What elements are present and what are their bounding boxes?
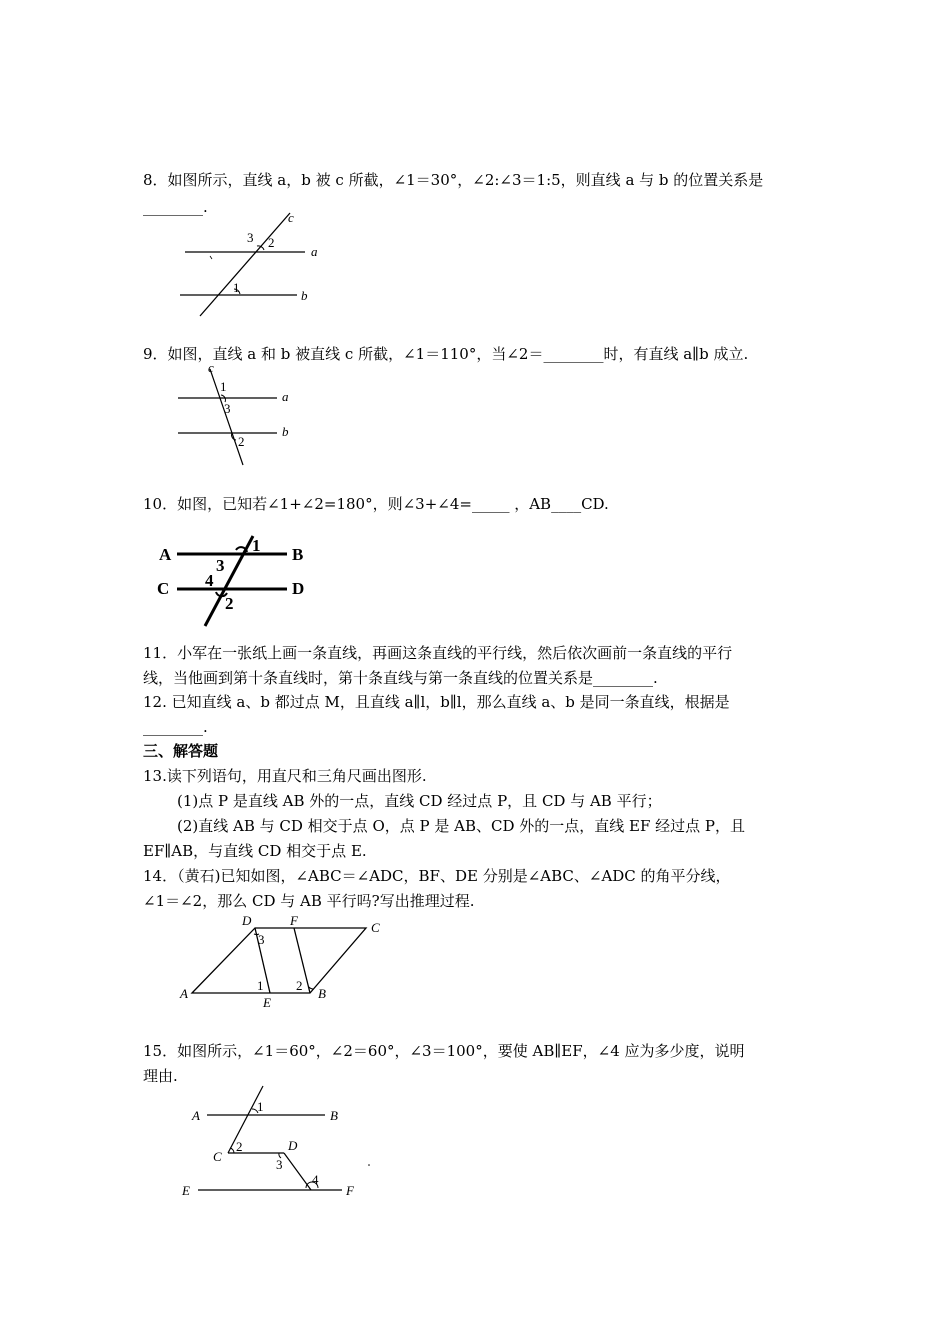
q12-text-line1: 12. 已知直线 a、b 都过点 M，且直线 a∥l，b∥l，那么直线 a、b 是同一条直线，根据是 bbox=[143, 693, 730, 711]
q14-label-A: A bbox=[180, 986, 188, 1001]
q8-text-line2: ________. bbox=[143, 198, 208, 216]
q9-label-2: 2 bbox=[238, 434, 245, 449]
q9-label-b: b bbox=[282, 424, 289, 439]
q8-label-1: 1 bbox=[233, 280, 240, 295]
q14-label-B: B bbox=[318, 986, 326, 1001]
q15-text-line2: 理由. bbox=[143, 1067, 178, 1085]
q15-label-A: A bbox=[192, 1108, 200, 1123]
q8-stray-mark bbox=[210, 256, 212, 259]
q15-label-2: 2 bbox=[236, 1139, 243, 1154]
section-title: 三、解答题 bbox=[143, 742, 219, 760]
q13-text-line2: (1)点 P 是直线 AB 外的一点，直线 CD 经过点 P，且 CD 与 AB 平行； bbox=[177, 792, 662, 810]
q10-label-D: D bbox=[292, 579, 305, 598]
q14-label-1: 1 bbox=[257, 978, 264, 993]
q14-label-E: E bbox=[263, 995, 271, 1010]
q14-label-C: C bbox=[371, 920, 380, 935]
q9-label-3: 3 bbox=[224, 401, 231, 416]
q10-label-B: B bbox=[292, 545, 304, 564]
q10-figure bbox=[155, 530, 325, 630]
q15-label-3: 3 bbox=[276, 1157, 283, 1172]
q8-label-b: b bbox=[301, 288, 308, 303]
q14-label-D: D bbox=[242, 913, 252, 928]
q8-line-c bbox=[200, 213, 290, 316]
q14-parallelogram bbox=[192, 928, 366, 993]
q8-figure bbox=[175, 210, 335, 320]
q15-figure bbox=[180, 1080, 380, 1205]
q14-label-2: 2 bbox=[296, 978, 303, 993]
q14-label-F: F bbox=[290, 913, 298, 928]
q10-label-4: 4 bbox=[205, 571, 214, 590]
q9-line-c bbox=[210, 369, 243, 465]
q13-text-line4: EF∥AB，与直线 CD 相交于点 E. bbox=[143, 842, 367, 860]
q15-label-D: D bbox=[288, 1138, 298, 1153]
q10-label-A: A bbox=[159, 545, 172, 564]
q15-diagram bbox=[180, 1080, 380, 1205]
q10-label-C: C bbox=[157, 579, 170, 598]
q15-label-B: B bbox=[330, 1108, 338, 1123]
q10-text-line1: 10．如图，已知若∠1+∠2=180°，则∠3+∠4=_____ ，AB____CD. bbox=[143, 495, 609, 513]
q14-diagram bbox=[178, 912, 393, 1012]
q14-angle-arc-B bbox=[309, 987, 314, 989]
q8-label-2: 2 bbox=[268, 235, 275, 250]
q9-label-1: 1 bbox=[220, 379, 227, 394]
q9-figure bbox=[175, 360, 305, 468]
q15-stray-dot bbox=[368, 1164, 370, 1166]
q9-text-line1: 9．如图，直线 a 和 b 被直线 c 所截，∠1＝110°，当∠2＝________时，有直线 a∥b 成立. bbox=[143, 345, 749, 363]
q10-label-3: 3 bbox=[216, 556, 225, 575]
q8-diagram bbox=[175, 210, 335, 320]
q15-text-line1: 15．如图所示，∠1＝60°，∠2＝60°，∠3＝100°，要使 AB∥EF，∠4 应为多少度，说明 bbox=[143, 1042, 745, 1060]
q11-text-line1: 11．小军在一张纸上画一条直线，再画这条直线的平行线，然后依次画前一条直线的平行 bbox=[143, 644, 733, 662]
q15-label-1: 1 bbox=[257, 1099, 264, 1114]
q15-segment-C-top bbox=[228, 1086, 263, 1153]
q14-label-3: 3 bbox=[258, 932, 265, 947]
q13-text-line3: (2)直线 AB 与 CD 相交于点 O，点 P 是 AB、CD 外的一点，直线 EF 经过点 P，且 bbox=[177, 817, 746, 835]
q14-text-line1: 14．（黄石)已知如图，∠ABC＝∠ADC，BF、DE 分别是∠ABC、∠ADC 的角平分线， bbox=[143, 867, 731, 885]
q15-label-4: 4 bbox=[312, 1172, 319, 1187]
q8-label-a: a bbox=[311, 244, 318, 259]
q15-label-E: E bbox=[182, 1183, 190, 1198]
q14-text-line2: ∠1＝∠2，那么 CD 与 AB 平行吗?写出推理过程. bbox=[143, 892, 475, 910]
q10-diagram bbox=[155, 530, 325, 630]
q15-label-F: F bbox=[346, 1183, 354, 1198]
q12-text-line2: ________. bbox=[143, 718, 208, 736]
q10-label-1: 1 bbox=[252, 536, 261, 555]
q9-diagram bbox=[175, 360, 305, 468]
q8-label-3: 3 bbox=[247, 230, 254, 245]
q10-label-2: 2 bbox=[225, 594, 234, 613]
q15-label-C: C bbox=[213, 1149, 222, 1164]
q8-text-line1: 8．如图所示，直线 a，b 被 c 所截，∠1＝30°，∠2:∠3＝1:5，则直线 a 与 b 的位置关系是 bbox=[143, 171, 764, 189]
q9-label-a: a bbox=[282, 389, 289, 404]
q13-text-line1: 13.读下列语句，用直尺和三角尺画出图形. bbox=[143, 767, 427, 785]
q14-figure bbox=[178, 912, 393, 1012]
q11-text-line2: 线，当他画到第十条直线时，第十条直线与第一条直线的位置关系是________. bbox=[143, 669, 658, 687]
q9-label-c: c bbox=[208, 360, 214, 375]
q8-label-c: c bbox=[288, 210, 294, 225]
